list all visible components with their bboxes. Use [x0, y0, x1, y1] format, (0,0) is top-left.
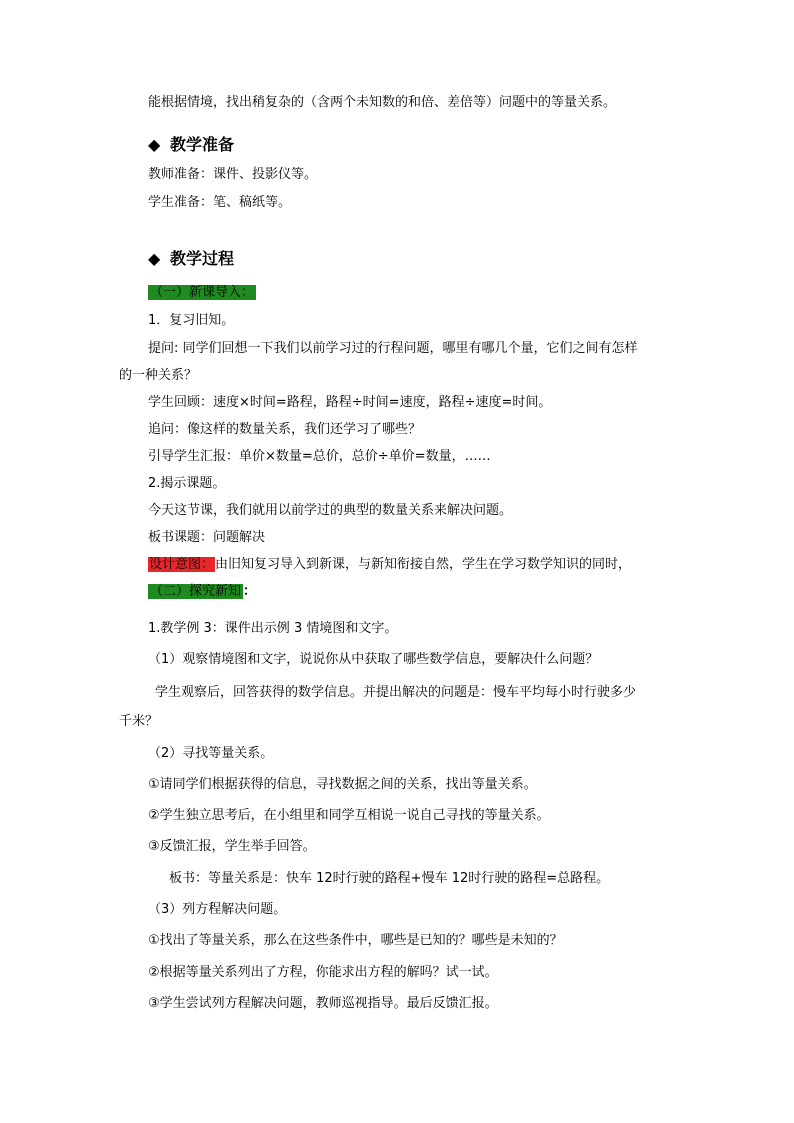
- design-intent-line: [148, 556, 631, 574]
- board-equation: 板书：等量关系是：快车 12时行驶的路程+慢车 12时行驶的路程=总路程。: [169, 871, 610, 886]
- objective-line: 能根据情境，找出稍复杂的（含两个未知数的和倍、差倍等）问题中的等量关系。: [148, 95, 617, 110]
- find-relation: （2）寻找等量关系。: [148, 746, 274, 761]
- heading-teaching-prep: [148, 134, 234, 156]
- observe-line: （1）观察情境图和文字，说说你从中获取了哪些数学信息，要解决什么问题？: [148, 652, 599, 667]
- step-2: ②学生独立思考后，在小组里和同学互相说一说自己寻找的等量关系。: [148, 808, 550, 823]
- substep-2: ②根据等量关系列出了方程，你能求出方程的解吗？试一试。: [148, 965, 498, 980]
- question-line: 提问: 同学们回想一下我们以前学习过的行程问题，哪里有哪几个量，它们之间有怎样: [148, 341, 638, 356]
- design-intent-highlight: 设计意图：: [149, 557, 215, 572]
- follow-up-question: 追问：像这样的数量关系，我们还学习了哪些？: [148, 422, 422, 437]
- section-intro-tag: [148, 284, 256, 302]
- heading-text: 教学准备: [170, 135, 235, 154]
- diamond-bullet-icon: ◆: [148, 249, 161, 268]
- substep-1: ①找出了等量关系，那么在这些条件中，哪些是已知的？哪些是未知的？: [148, 933, 563, 948]
- board-title: 板书课题：问题解决: [148, 530, 266, 545]
- section-explore-tag: [148, 583, 256, 601]
- guide-line: 引导学生汇报：单价×数量=总价，总价÷单价=数量，……: [148, 449, 491, 464]
- intro-highlight: （一）新课导入：: [150, 285, 255, 300]
- reveal-topic: 2.揭示课题。: [148, 476, 226, 491]
- teacher-prep: 教师准备：课件、投影仪等。: [148, 167, 318, 182]
- explore-colon: ：: [243, 584, 257, 599]
- design-intent-text: 由旧知复习导入到新课，与新知衔接自然，学生在学习数学知识的同时，: [215, 557, 632, 572]
- today-line: 今天这节课，我们就用以前学过的典型的数量关系来解决问题。: [148, 503, 513, 518]
- substep-3: ③学生尝试列方程解决问题，教师巡视指导。最后反馈汇报。: [148, 996, 498, 1011]
- heading-teaching-process: [148, 248, 234, 270]
- student-answer: 学生回顾：速度×时间=路程，路程÷时间=速度，路程÷速度=时间。: [148, 395, 552, 410]
- explore-highlight: （二）探究新知: [150, 584, 242, 599]
- observe-answer-cont: 千米？: [119, 714, 159, 729]
- student-prep: 学生准备：笔、稿纸等。: [148, 195, 292, 210]
- diamond-bullet-icon: ◆: [148, 135, 161, 154]
- question-line-cont: 的一种关系？: [119, 368, 198, 383]
- example-line: 1.教学例 3：课件出示例 3 情境图和文字。: [148, 621, 398, 636]
- observe-answer: 学生观察后，回答获得的数学信息。并提出解决的问题是：慢车平均每小时行驶多少: [155, 685, 637, 700]
- step-3: ③反馈汇报，学生举手回答。: [148, 839, 316, 854]
- review-line: 1．复习旧知。: [148, 313, 235, 328]
- step-1: ①请同学们根据获得的信息，寻找数据之间的关系，找出等量关系。: [148, 777, 537, 792]
- heading-text: 教学过程: [170, 249, 235, 268]
- solve-line: （3）列方程解决问题。: [148, 902, 287, 917]
